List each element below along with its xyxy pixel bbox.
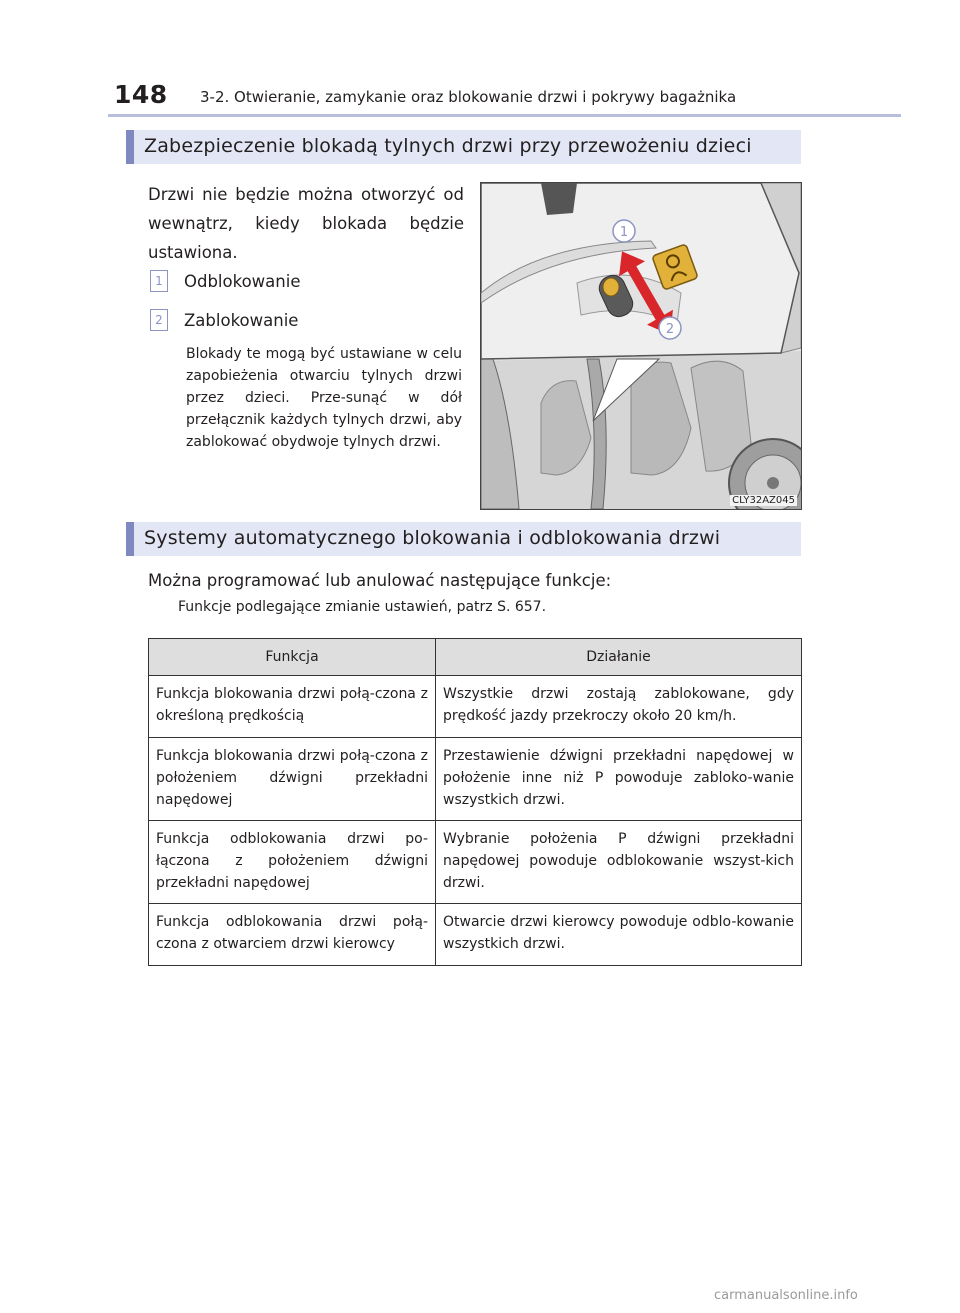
watermark: carmanualsonline.info bbox=[714, 1288, 858, 1303]
table-cell-function: Funkcja odblokowania drzwi po-łączona z położeniem dźwigni przekładni napędowej bbox=[149, 821, 436, 904]
legend-item-lock bbox=[150, 309, 298, 331]
table-cell-function: Funkcja blokowania drzwi połą-czona z określoną prędkością bbox=[149, 676, 436, 738]
table-cell-action: Otwarcie drzwi kierowcy powoduje odblo-kowanie wszystkich drzwi. bbox=[436, 904, 802, 966]
table-row bbox=[149, 738, 802, 821]
table-cell-function: Funkcja blokowania drzwi połą-czona z położeniem dźwigni przekładni napędowej bbox=[149, 738, 436, 821]
running-header: 3-2. Otwieranie, zamykanie oraz blokowanie drzwi i pokrywy bagażnika bbox=[200, 88, 737, 106]
car-door-illustration bbox=[481, 183, 801, 509]
column-header-action: Działanie bbox=[436, 639, 802, 676]
intro-paragraph: Drzwi nie będzie można otworzyć od wewnątrz, kiedy blokada będzie ustawiona. bbox=[148, 185, 464, 262]
table-cell-function: Funkcja odblokowania drzwi połą-czona z otwarciem drzwi kierowcy bbox=[149, 904, 436, 966]
section-heading-bar bbox=[126, 522, 134, 556]
table-row bbox=[149, 904, 802, 966]
legend-number: 2 bbox=[150, 309, 168, 331]
child-lock-note: Blokady te mogą być ustawiane w celu zapobieżenia otwarciu tylnych drzwi przez dzieci. Prze-sunąć w dół przełącznik każdych tylnych drzwi, aby zablokować obydwoje tylnych drzwi. bbox=[186, 346, 462, 450]
functions-table bbox=[148, 638, 802, 966]
table-cell-action: Wybranie położenia P dźwigni przekładni napędowej powoduje odblokowanie wszyst-kich drzwi. bbox=[436, 821, 802, 904]
page-number: 148 bbox=[114, 80, 168, 109]
program-paragraph: Można programować lub anulować następujące funkcje: bbox=[148, 571, 612, 590]
column-header-function: Funkcja bbox=[149, 639, 436, 676]
section-heading-auto-lock bbox=[126, 522, 801, 556]
table-cell-action: Wszystkie drzwi zostają zablokowane, gdy prędkość jazdy przekroczy około 20 km/h. bbox=[436, 676, 802, 738]
legend-label: Zablokowanie bbox=[184, 310, 299, 330]
table-row bbox=[149, 676, 802, 738]
header-rule bbox=[108, 114, 901, 117]
legend-number: 1 bbox=[150, 270, 168, 292]
figure-callout-2: 2 bbox=[665, 322, 675, 337]
legend-label: Odblokowanie bbox=[184, 271, 301, 291]
legend-item-unlock bbox=[150, 270, 300, 292]
section-title: Zabezpieczenie blokadą tylnych drzwi przy przewożeniu dzieci bbox=[144, 135, 752, 157]
figure-code: CLY32AZ045 bbox=[732, 495, 795, 506]
table-row bbox=[149, 821, 802, 904]
section-heading-child-lock bbox=[126, 130, 801, 164]
settings-reference-note: Funkcje podlegające zmianie ustawień, patrz S. 657. bbox=[178, 599, 547, 615]
table-cell-action: Przestawienie dźwigni przekładni napędowej w położenie inne niż P powoduje zabloko-wanie wszystkich drzwi. bbox=[436, 738, 802, 821]
section-heading-bar bbox=[126, 130, 134, 164]
child-lock-figure bbox=[480, 182, 802, 510]
table-header-row bbox=[149, 639, 802, 676]
section-title: Systemy automatycznego blokowania i odblokowania drzwi bbox=[144, 527, 721, 549]
figure-callout-1: 1 bbox=[619, 225, 629, 240]
